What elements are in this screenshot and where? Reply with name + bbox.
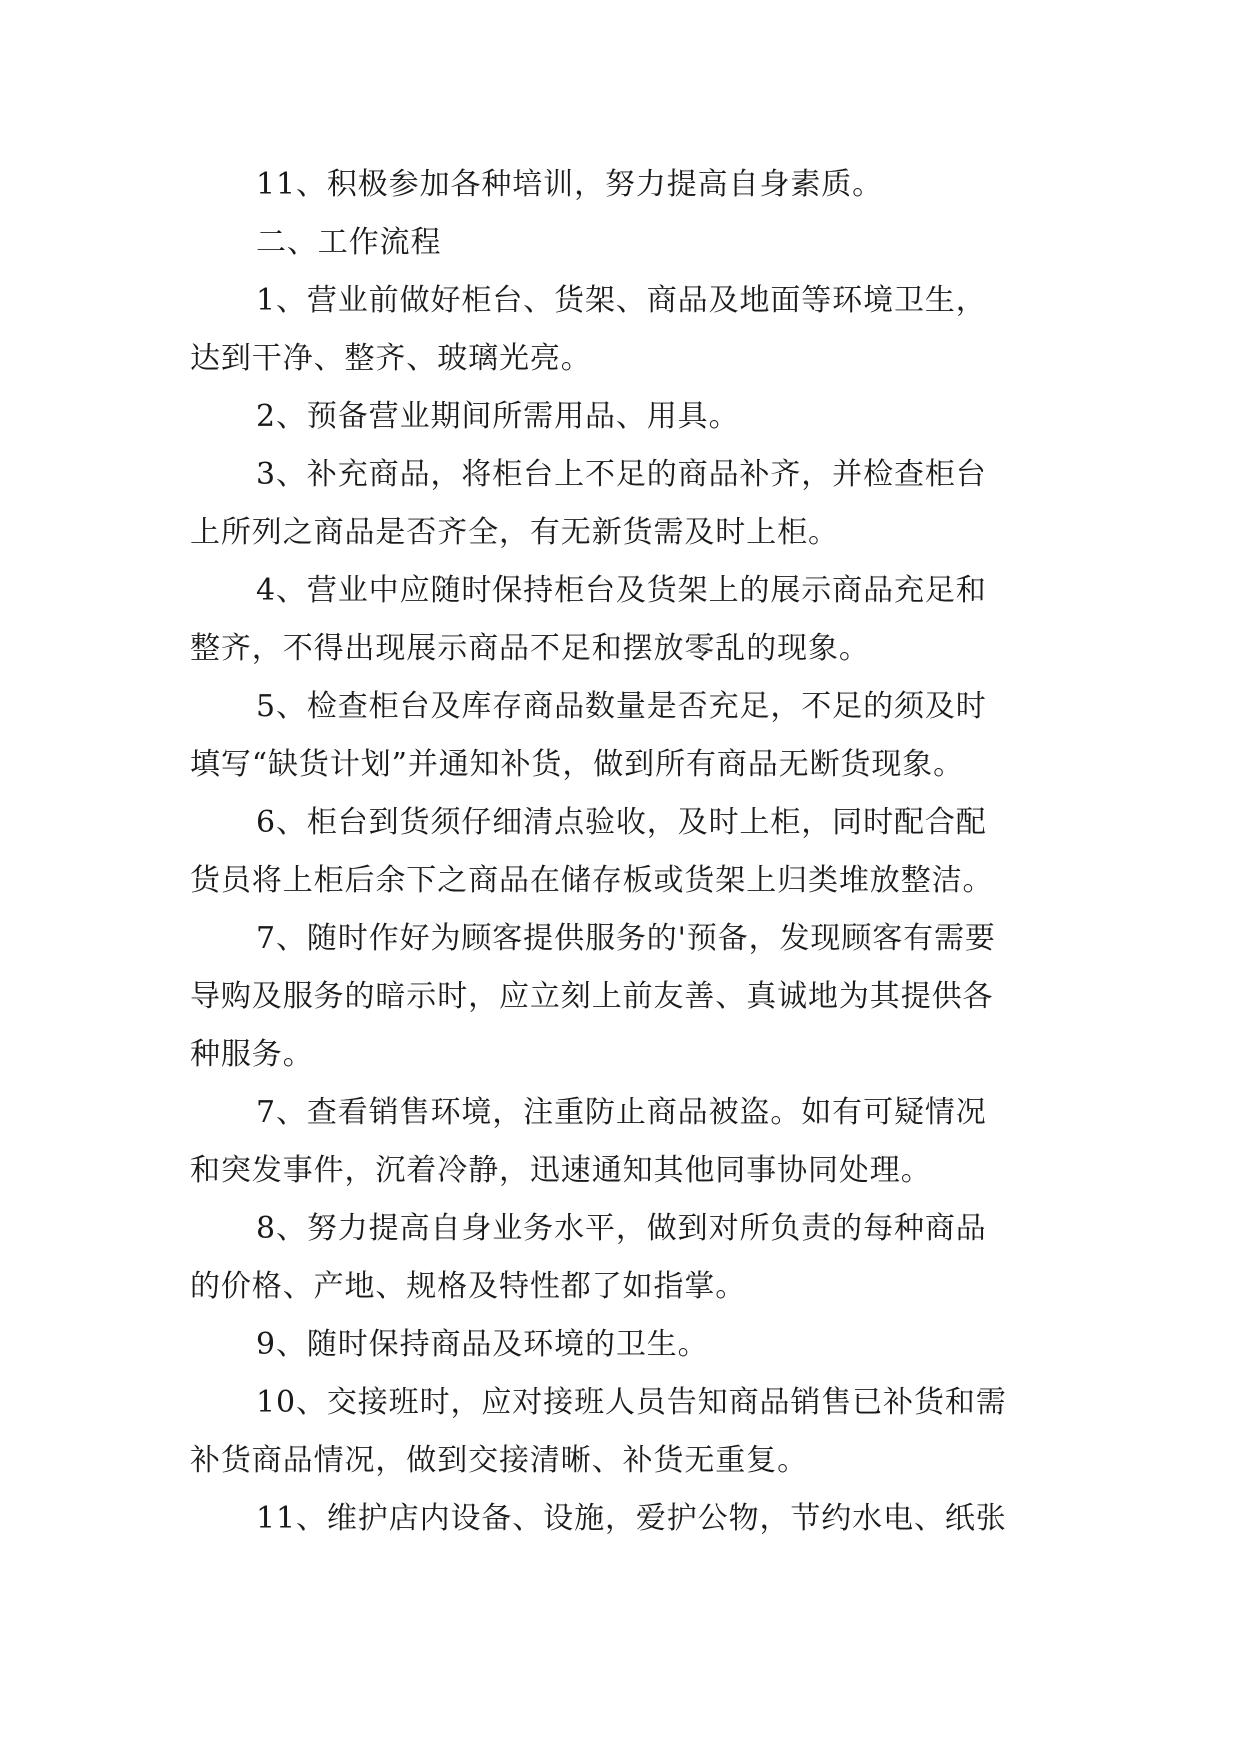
text-line-item-7b: 7、查看销售环境，注重防止商品被盗。如有可疑情况	[256, 1095, 987, 1130]
text-line-item-4: 4、营业中应随时保持柜台及货架上的展示商品充足和	[256, 573, 987, 608]
text-line-item-10-cont: 补货商品情况，做到交接清晰、补货无重复。	[190, 1443, 808, 1478]
text-line-item-8: 8、努力提高自身业务水平，做到对所负责的每种商品	[256, 1211, 987, 1246]
text-line-item-3: 3、补充商品，将柜台上不足的商品补齐，并检查柜台	[256, 457, 987, 492]
text-line-item-6: 6、柜台到货须仔细清点验收，及时上柜，同时配合配	[256, 805, 987, 840]
text-line-item-4-cont: 整齐，不得出现展示商品不足和摆放零乱的现象。	[190, 631, 870, 666]
text-line-item-1: 1、营业前做好柜台、货架、商品及地面等环境卫生，	[256, 283, 987, 318]
section-heading-workflow: 二、工作流程	[256, 225, 442, 260]
text-line-item-3-cont: 上所列之商品是否齐全，有无新货需及时上柜。	[190, 515, 839, 550]
text-line-item-11-maintenance: 11、维护店内设备、设施，爱护公物，节约水电、纸张	[256, 1501, 1007, 1536]
text-line-item-11-training: 11、积极参加各种培训，努力提高自身素质。	[256, 167, 884, 202]
text-line-item-5: 5、检查柜台及库存商品数量是否充足，不足的须及时	[256, 689, 987, 724]
text-line-item-5-cont: 填写“缺货计划”并通知补货，做到所有商品无断货现象。	[190, 747, 965, 782]
text-line-item-7b-cont: 和突发事件，沉着冷静，迅速通知其他同事协同处理。	[190, 1153, 932, 1188]
text-line-item-8-cont: 的价格、产地、规格及特性都了如指掌。	[190, 1269, 747, 1304]
text-line-item-9: 9、随时保持商品及环境的卫生。	[256, 1327, 709, 1362]
text-line-item-10: 10、交接班时，应对接班人员告知商品销售已补货和需	[256, 1385, 1007, 1420]
text-line-item-7a-cont-2: 种服务。	[190, 1037, 314, 1072]
text-line-item-2: 2、预备营业期间所需用品、用具。	[256, 399, 740, 434]
text-line-item-7a-cont: 导购及服务的暗示时，应立刻上前友善、真诚地为其提供各	[190, 979, 994, 1014]
text-line-item-1-cont: 达到干净、整齐、玻璃光亮。	[190, 341, 592, 376]
text-line-item-7a: 7、随时作好为顾客提供服务的'预备，发现顾客有需要	[256, 921, 996, 956]
text-line-item-6-cont: 货员将上柜后余下之商品在储存板或货架上归类堆放整洁。	[190, 863, 994, 898]
